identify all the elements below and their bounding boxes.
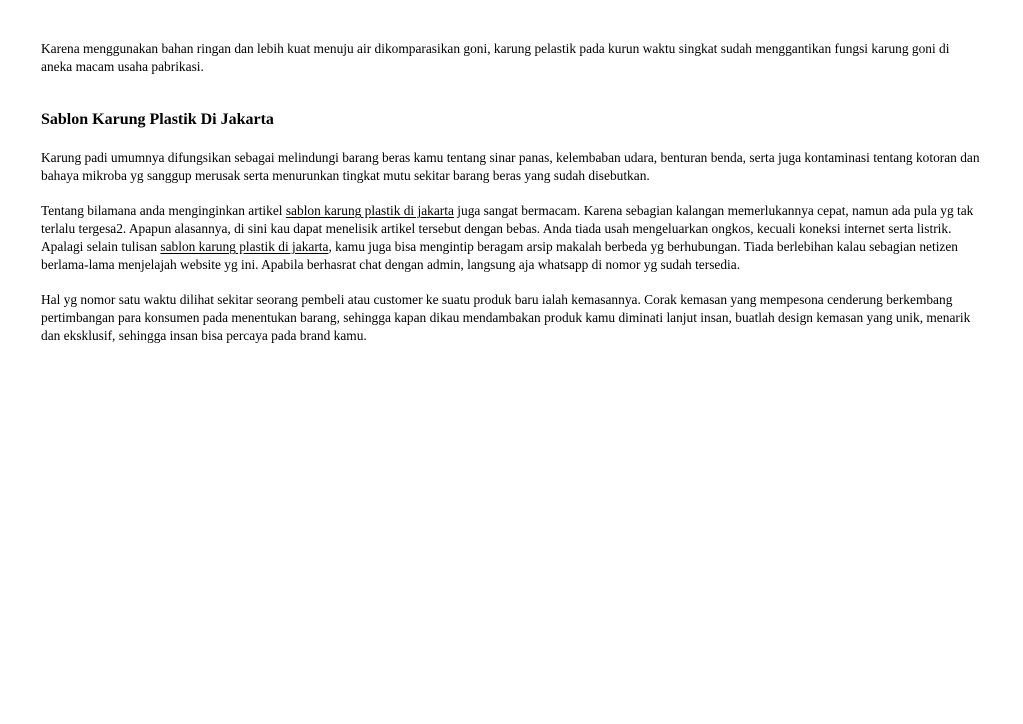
paragraph-text-segment: , kamu juga bisa mengintip beragam arsip makalah berbeda yg berhubungan. Tiada berlebihan kalau sebagian netizen berlama-lama menjelajah website yg ini. Apabila berhasrat chat dengan admin, langsung aja whatsapp di nomor yg sudah tersedia. <box>41 239 958 272</box>
paragraph-article-info <box>41 202 981 274</box>
intro-paragraph: Karena menggunakan bahan ringan dan lebih kuat menuju air dikomparasikan goni, karung pelastik pada kurun waktu singkat sudah menggantikan fungsi karung goni di aneka macam usaha pabrikasi. <box>41 41 950 74</box>
section-heading: Sablon Karung Plastik Di Jakarta <box>41 111 274 128</box>
article-link-1[interactable]: sablon karung plastik di jakarta <box>285 203 454 218</box>
article-link-2[interactable]: sablon karung plastik di jakarta <box>160 239 329 254</box>
paragraph-text-segment: juga sangat bermacam. Karena sebagian kalangan memerlukannya cepat, namun ada pula yg tak terlalu tergesa2. Apapun alasannya, di sini kau dapat menelisik artikel tersebut dengan bebas. Anda tiada usah mengeluarkan ongkos, kecuali koneksi internet serta listrik. Apalagi selain tulisan <box>41 203 974 254</box>
paragraph-text-segment: Tentang bilamana anda menginginkan artikel <box>41 203 286 218</box>
paragraph-rice-sack: Karung padi umumnya difungsikan sebagai melindungi barang beras kamu tentang sinar panas, kelembaban udara, benturan benda, serta juga kontaminasi tentang kotoran dan bahaya mikroba yg sanggup merusak serta menurunkan tingkat mutu sekitar barang beras yang sudah disebutkan. <box>41 150 980 183</box>
document-page <box>41 40 981 345</box>
paragraph-packaging: Hal yg nomor satu waktu dilihat sekitar seorang pembeli atau customer ke suatu produk baru ialah kemasannya. Corak kemasan yang mempesona cenderung berkembang pertimbangan para konsumen pada menentukan barang, sehingga kapan dikau mendambakan produk kamu diminati lanjut insan, buatlah design kemasan yang unik, menarik dan eksklusif, sehingga insan bisa percaya pada brand kamu. <box>41 292 971 343</box>
